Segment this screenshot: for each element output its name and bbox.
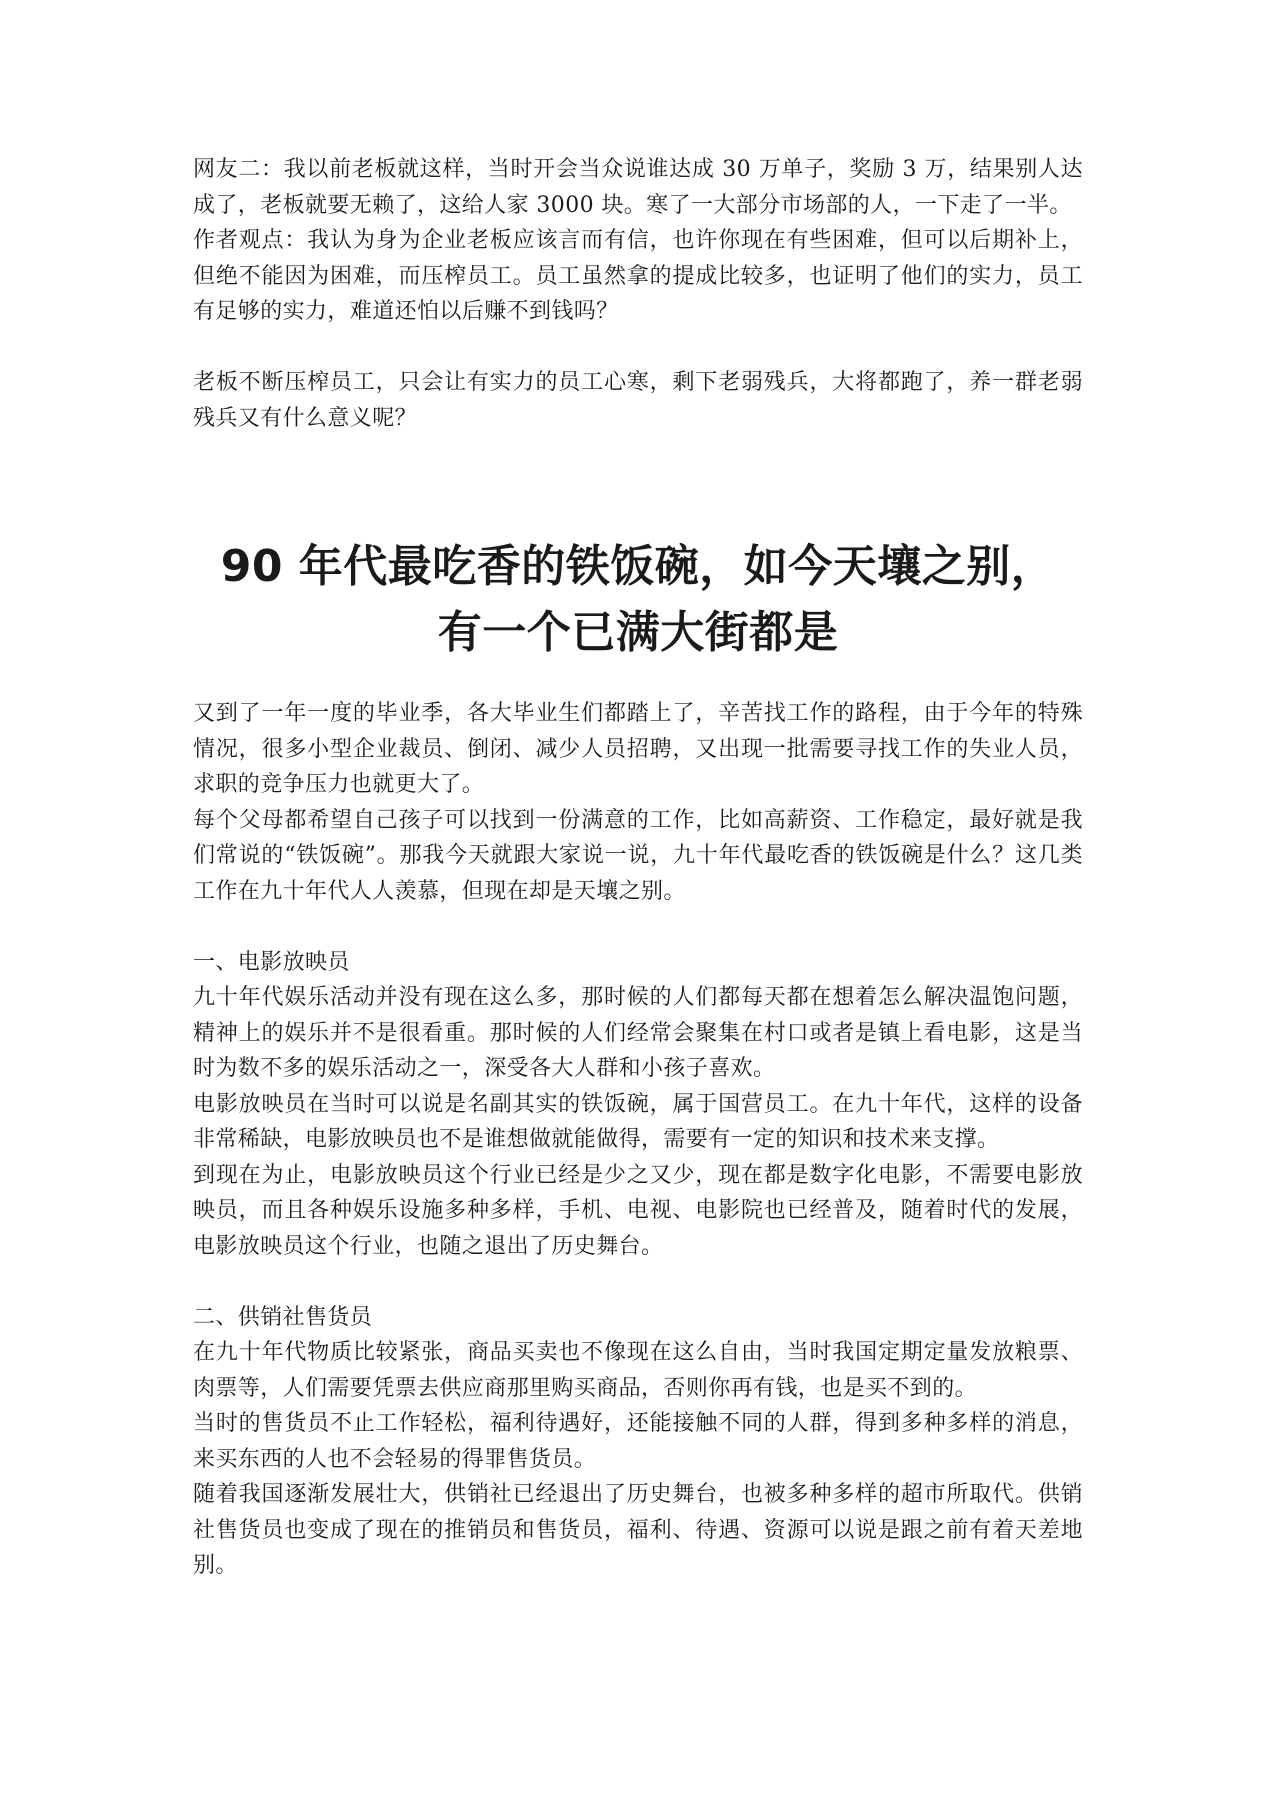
projectionist-paragraph-3: 到现在为止，电影放映员这个行业已经是少之又少，现在都是数字化电影，不需要电影放映员，而且各种娱乐设施多种多样，手机、电视、电影院也已经普及，随着时代的发展，电影放映员这个行业，也随之退出了历史舞台。: [193, 1162, 1083, 1259]
author-view-paragraph: 作者观点：我认为身为企业老板应该言而有信，也许你现在有些困难，但可以后期补上，但绝不能因为困难，而压榨员工。员工虽然拿的提成比较多，也证明了他们的实力，员工有足够的实力，难道还怕以后赚不到钱吗？: [193, 228, 1083, 324]
intro-section: [193, 152, 1083, 436]
salesclerk-paragraph-2: 当时的售货员不止工作轻松，福利待遇好，还能接触不同的人群，得到多种多样的消息，来买东西的人也不会轻易的得罪售货员。: [193, 1411, 1083, 1472]
paragraph-gap: [193, 909, 1083, 945]
netizen-two-paragraph: 网友二：我以前老板就这样，当时开会当众说谁达成 30 万单子，奖励 3 万，结果别人达成了，老板就要无赖了，这给人家 3000 块。寒了一大部分市场部的人，一下走了一半。: [193, 157, 1083, 218]
salesclerk-paragraph-1: 在九十年代物质比较紧张，商品买卖也不像现在这么自由，当时我国定期定量发放粮票、肉票等，人们需要凭票去供应商那里购买商品，否则你再有钱，也是买不到的。: [193, 1340, 1083, 1401]
article-title: [193, 534, 1083, 666]
salesclerk-paragraph-3: 随着我国逐渐发展壮大，供销社已经退出了历史舞台，也被多种多样的超市所取代。供销社售货员也变成了现在的推销员和售货员，福利、待遇、资源可以说是跟之前有着天差地别。: [193, 1482, 1083, 1578]
title-line-2: 有一个已满大街都是: [437, 607, 839, 658]
article-title-heading: [193, 534, 1083, 666]
paragraph-gap: [193, 330, 1083, 366]
paragraph-gap: [193, 1264, 1083, 1300]
section-heading-projectionist: 一、电影放映员: [193, 949, 350, 975]
parents-paragraph: 每个父母都希望自己孩子可以找到一份满意的工作，比如高薪资、工作稳定，最好就是我们常说的“铁饭碗”。那我今天就跟大家说一说，九十年代最吃香的铁饭碗是什么？这几类工作在九十年代人人羡慕，但现在却是天壤之别。: [193, 807, 1083, 904]
projectionist-paragraph-1: 九十年代娱乐活动并没有现在这么多，那时候的人们都每天都在想着怎么解决温饱问题，精神上的娱乐并不是很看重。那时候的人们经常会聚集在村口或者是镇上看电影，这是当时为数不多的娱乐活动之一，深受各大人群和小孩子喜欢。: [193, 985, 1083, 1081]
projectionist-paragraph-2: 电影放映员在当时可以说是名副其实的铁饭碗，属于国营员工。在九十年代，这样的设备非常稀缺，电影放映员也不是谁想做就能做得，需要有一定的知识和技术来支撑。: [193, 1091, 1083, 1152]
section-heading-salesclerk: 二、供销社售货员: [193, 1304, 373, 1330]
document-page: [193, 152, 1083, 1584]
title-line-1: 90 年代最吃香的铁饭碗，如今天壤之别，: [220, 541, 1056, 592]
article-body: [193, 696, 1083, 1584]
boss-paragraph: 老板不断压榨员工，只会让有实力的员工心寒，剩下老弱残兵，大将都跑了，养一群老弱残兵又有什么意义呢？: [193, 370, 1083, 431]
graduation-paragraph: 又到了一年一度的毕业季，各大毕业生们都踏上了，辛苦找工作的路程，由于今年的特殊情况，很多小型企业裁员、倒闭、减少人员招聘，又出现一批需要寻找工作的失业人员，求职的竞争压力也就更大了。: [193, 701, 1083, 797]
